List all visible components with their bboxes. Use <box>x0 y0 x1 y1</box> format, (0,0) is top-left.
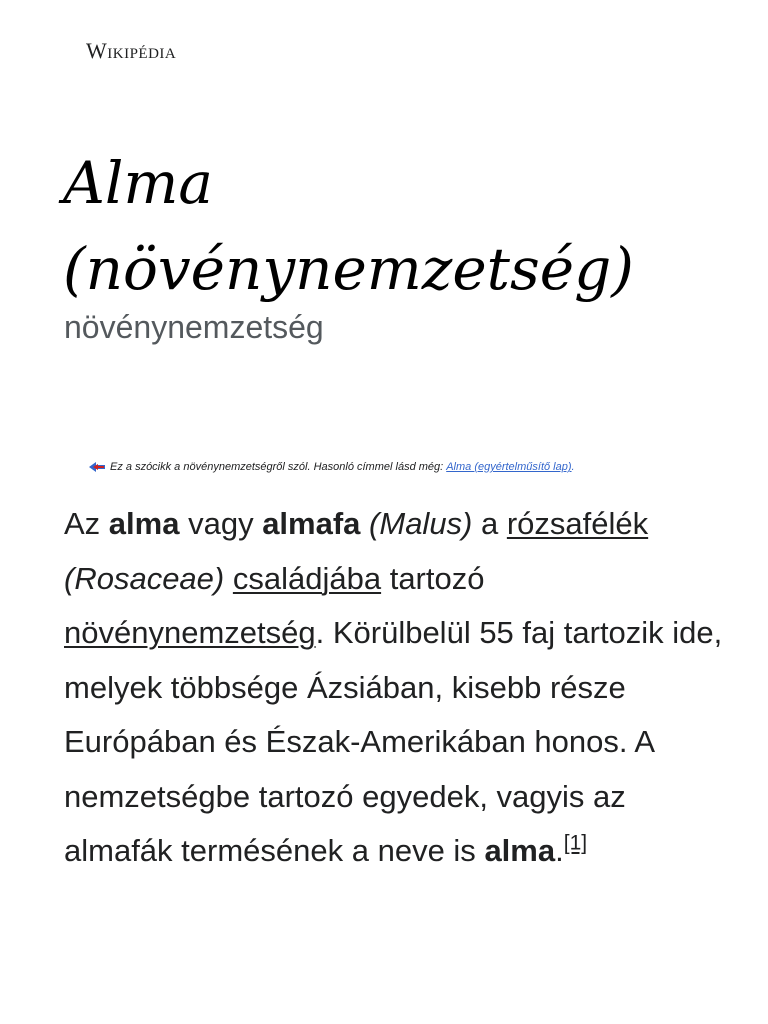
page-subtitle: növénynemzetség <box>64 309 324 345</box>
hatnote-trailing: . <box>571 461 575 473</box>
lead-text: Az <box>64 506 109 541</box>
lead-text <box>224 561 233 596</box>
lead-text: vagy <box>179 506 263 541</box>
disambiguation-arrow-icon <box>88 460 106 474</box>
lead-scientific-name: (Rosaceae) <box>64 560 225 596</box>
link-novenynemzetseg[interactable]: növénynemzetség <box>64 615 316 650</box>
lead-text: a <box>472 506 507 541</box>
hatnote-link[interactable]: Alma (egyértelműsítő lap) <box>446 461 572 473</box>
lead-text: tartozó <box>381 560 485 596</box>
lead-paragraph <box>64 497 724 879</box>
reference-link[interactable]: [1] <box>563 831 588 855</box>
lead-scientific-name: (Malus) <box>369 506 473 541</box>
lead-bold-term: alma <box>108 506 180 541</box>
page-title: Alma (növénynemzetség) <box>63 149 634 303</box>
lead-bold-term: almafa <box>262 506 361 541</box>
hatnote <box>88 459 575 475</box>
lead-text: . <box>555 833 564 868</box>
lead-text: . Körülbelül 55 faj tartozik ide, melyek többsége Ázsiában, kisebb része Európában és Észak-Amerikában honos. A nemzetségbe tartozó egyedek, vagyis az almafák termésének a neve is <box>64 615 723 868</box>
wikipedia-wordmark[interactable]: Wikipédia <box>86 38 177 63</box>
lead-text <box>360 506 369 541</box>
link-csalad[interactable]: családjába <box>232 560 382 596</box>
link-rozsafelek[interactable]: rózsafélék <box>506 506 649 541</box>
lead-bold-term: alma <box>484 833 556 868</box>
hatnote-text: Ez a szócikk a növénynemzetségről szól. Hasonló címmel lásd még: <box>110 461 444 473</box>
